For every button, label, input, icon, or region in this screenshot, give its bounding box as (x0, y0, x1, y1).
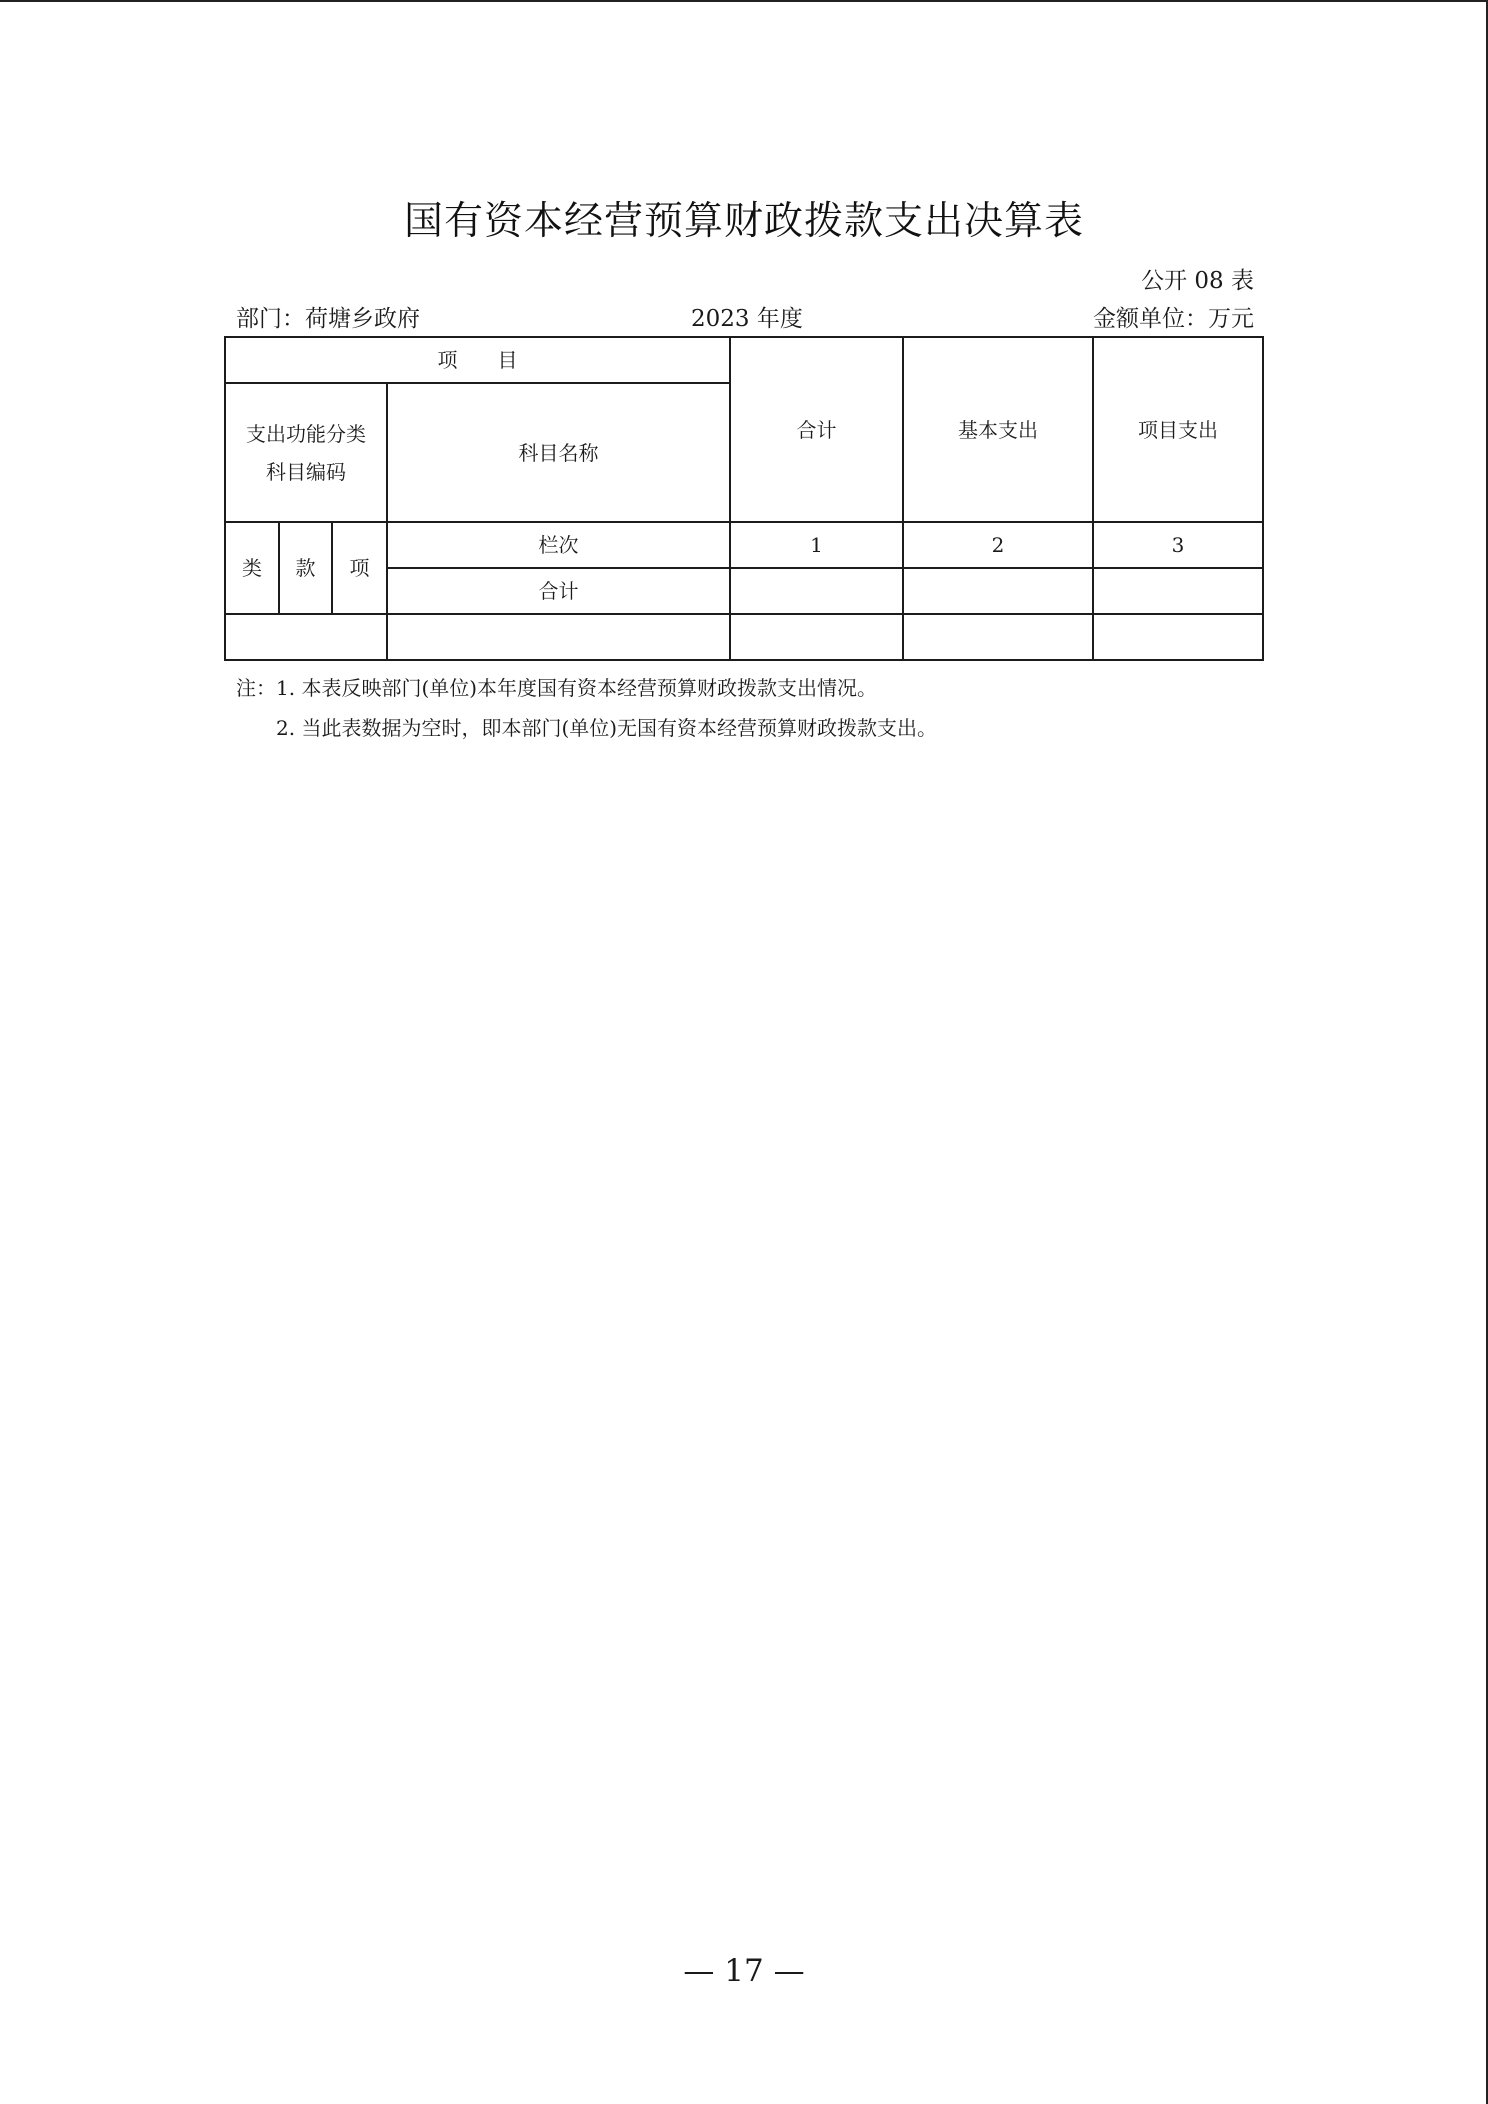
page-title: 国有资本经营预算财政拨款支出决算表 (403, 199, 1084, 244)
header-code-line-1: 支出功能分类 (246, 421, 366, 446)
empty-project-cell (1093, 614, 1263, 660)
total-project-cell (1093, 568, 1263, 614)
column-number-2: 2 (903, 522, 1093, 568)
page-top-border (0, 0, 1488, 2)
empty-basic-cell (903, 614, 1093, 660)
department-label: 部门：荷塘乡政府 (236, 306, 420, 332)
page-number: — 17 — (683, 1953, 805, 1989)
expenditure-table (224, 336, 1264, 661)
column-number-row (225, 522, 1263, 568)
header-basic-cell: 基本支出 (903, 337, 1093, 522)
header-project-cell: 项目支出 (1093, 337, 1263, 522)
note-2: 2. 当此表数据为空时，即本部门(单位)无国有资本经营预算财政拨款支出。 (276, 716, 938, 740)
total-label-cell: 合计 (387, 568, 730, 614)
header-name-cell: 科目名称 (387, 383, 730, 522)
code-xiang-cell: 项 (332, 522, 387, 614)
year-label: 2023 年度 (691, 306, 803, 332)
table-number: 公开 08 表 (1141, 268, 1254, 294)
code-lei-cell: 类 (225, 522, 279, 614)
total-basic-cell (903, 568, 1093, 614)
notes (236, 668, 937, 748)
code-kuan-cell: 款 (279, 522, 332, 614)
empty-data-row (225, 614, 1263, 660)
header-code-cell (225, 383, 387, 522)
total-value-cell (730, 568, 903, 614)
column-number-1: 1 (730, 522, 903, 568)
column-label-cell: 栏次 (387, 522, 730, 568)
note-1: 注：1. 本表反映部门(单位)本年度国有资本经营预算财政拨款支出情况。 (236, 676, 878, 700)
empty-name-cell (387, 614, 730, 660)
unit-label: 金额单位：万元 (1093, 306, 1254, 332)
column-number-3: 3 (1093, 522, 1263, 568)
header-row-1 (225, 337, 1263, 383)
empty-code-cell (225, 614, 387, 660)
header-code-line-2: 科目编码 (266, 459, 346, 484)
empty-total-cell (730, 614, 903, 660)
header-item-cell: 项 目 (225, 337, 730, 383)
header-total-cell: 合计 (730, 337, 903, 522)
meta-row (236, 300, 1254, 334)
